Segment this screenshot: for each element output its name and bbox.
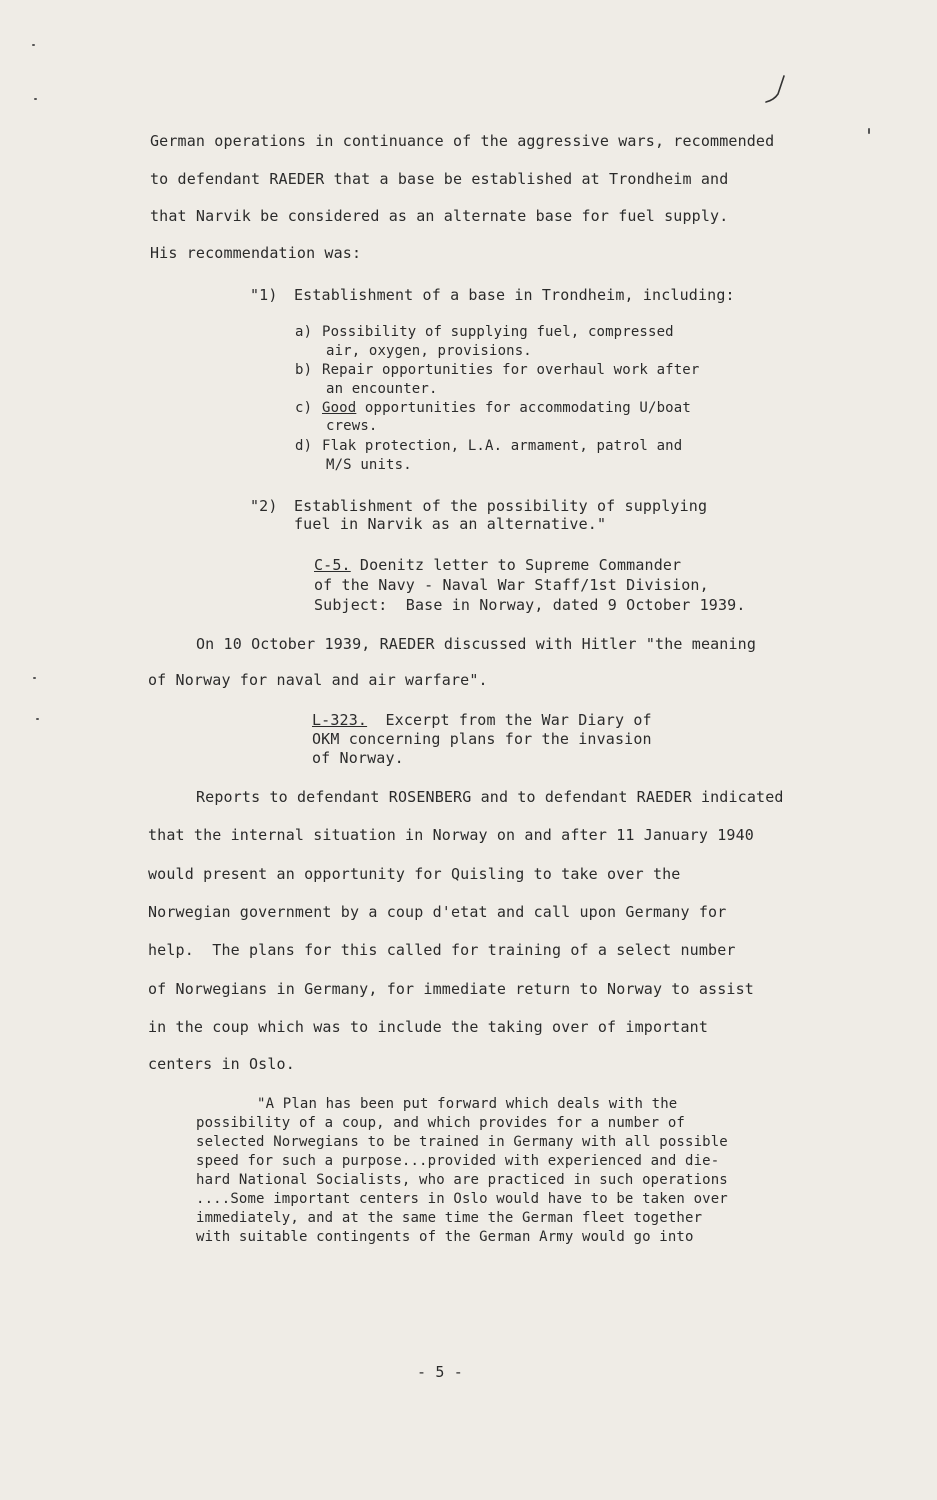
- citation-c5-line: Subject: Base in Norway, dated 9 October 1939.: [314, 596, 746, 614]
- paragraph-1-line: German operations in continuance of the aggressive wars, recommended: [150, 132, 775, 150]
- margin-speck: [36, 718, 39, 720]
- subitem-c-marker: c): [295, 400, 313, 416]
- pencil-check-mark: [760, 72, 790, 108]
- paragraph-2-line: On 10 October 1939, RAEDER discussed with Hitler "the meaning: [196, 635, 757, 653]
- quote-line: hard National Socialists, who are practiced in such operations: [196, 1172, 728, 1188]
- subitem-d-marker: d): [295, 438, 313, 454]
- quote-line: "A Plan has been put forward which deals with the: [257, 1096, 678, 1112]
- citation-c5-rest: Doenitz letter to Supreme Commander: [350, 556, 682, 574]
- subitem-c-line: crews.: [326, 418, 378, 434]
- paragraph-1-line: that Narvik be considered as an alternate base for fuel supply.: [150, 207, 729, 225]
- subitem-b-marker: b): [295, 362, 313, 378]
- subitem-b-line: Repair opportunities for overhaul work after: [322, 362, 700, 378]
- margin-speck: [868, 128, 870, 134]
- paragraph-3-line: help. The plans for this called for training of a select number: [148, 941, 736, 959]
- paragraph-3-line: Reports to defendant ROSENBERG and to defendant RAEDER indicated: [196, 788, 784, 806]
- subitem-d-line: M/S units.: [326, 457, 412, 473]
- citation-l323-rest: Excerpt from the War Diary of: [367, 711, 652, 729]
- item-2-marker: "2): [250, 497, 278, 515]
- paragraph-3-line: that the internal situation in Norway on and after 11 January 1940: [148, 826, 754, 844]
- subitem-a-marker: a): [295, 324, 313, 340]
- subitem-c-line: [322, 400, 691, 416]
- underlined-word: Good: [322, 400, 357, 416]
- quote-line: selected Norwegians to be trained in Germany with all possible: [196, 1134, 728, 1150]
- item-1-marker: "1): [250, 286, 278, 304]
- subitem-a-line: Possibility of supplying fuel, compressed: [322, 324, 674, 340]
- margin-speck: [32, 44, 35, 46]
- quote-line: speed for such a purpose...provided with experienced and die-: [196, 1153, 720, 1169]
- quote-line: possibility of a coup, and which provides for a number of: [196, 1115, 685, 1131]
- citation-l323-line: OKM concerning plans for the invasion: [312, 730, 652, 748]
- paragraph-3-line: would present an opportunity for Quisling to take over the: [148, 865, 681, 883]
- quote-line: ....Some important centers in Oslo would have to be taken over: [196, 1191, 728, 1207]
- paragraph-1-line: His recommendation was:: [150, 244, 362, 262]
- page-number: - 5 -: [417, 1363, 463, 1381]
- subitem-a-line: air, oxygen, provisions.: [326, 343, 532, 359]
- paragraph-3-line: Norwegian government by a coup d'etat and call upon Germany for: [148, 903, 727, 921]
- citation-c5-line: [314, 556, 681, 574]
- quote-line: with suitable contingents of the German Army would go into: [196, 1229, 694, 1245]
- paragraph-2-line: of Norway for naval and air warfare".: [148, 671, 488, 689]
- subitem-d-line: Flak protection, L.A. armament, patrol and: [322, 438, 683, 454]
- paragraph-3-line: in the coup which was to include the taking over of important: [148, 1018, 709, 1036]
- item-2-line: fuel in Narvik as an alternative.": [294, 515, 607, 533]
- margin-speck: [34, 98, 37, 100]
- citation-l323-line: of Norway.: [312, 749, 404, 767]
- subitem-c-rest: opportunities for accommodating U/boat: [356, 400, 691, 416]
- citation-c5-ref: C-5.: [314, 556, 351, 574]
- paragraph-3-line: centers in Oslo.: [148, 1055, 295, 1073]
- citation-l323-line: [312, 711, 652, 729]
- item-2-line: Establishment of the possibility of supplying: [294, 497, 708, 515]
- paragraph-3-line: of Norwegians in Germany, for immediate return to Norway to assist: [148, 980, 754, 998]
- item-1-text: Establishment of a base in Trondheim, including:: [294, 286, 735, 304]
- citation-c5-line: of the Navy - Naval War Staff/1st Division,: [314, 576, 709, 594]
- subitem-b-line: an encounter.: [326, 381, 438, 397]
- paragraph-1-line: to defendant RAEDER that a base be established at Trondheim and: [150, 170, 729, 188]
- margin-speck: [33, 677, 36, 679]
- citation-l323-ref: L-323.: [312, 711, 368, 729]
- quote-line: immediately, and at the same time the German fleet together: [196, 1210, 703, 1226]
